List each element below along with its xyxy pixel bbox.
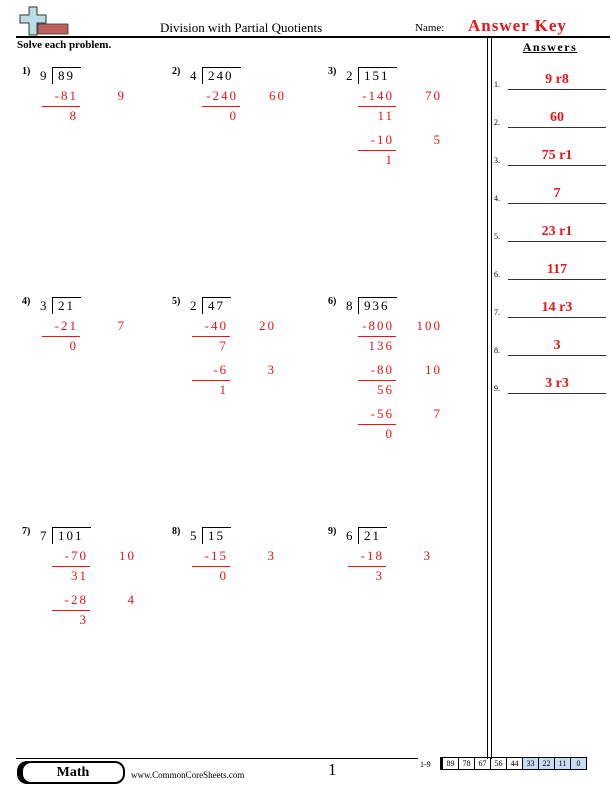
footer-divider	[16, 758, 418, 759]
partial-quotient: 3	[267, 548, 276, 563]
answer-number: 7.	[494, 308, 500, 317]
answer-number: 1.	[494, 80, 500, 89]
subtraction: -18	[360, 548, 384, 563]
answer-number: 3.	[494, 156, 500, 165]
subtraction-line	[52, 566, 90, 567]
subject-badge: Math	[21, 761, 125, 784]
divisor: 8	[346, 298, 354, 313]
subtraction-line	[192, 336, 230, 337]
subtraction: -70	[64, 548, 88, 563]
remainder: 1	[219, 382, 228, 397]
subtraction: -81	[54, 88, 78, 103]
partial-quotient: 10	[425, 362, 442, 377]
answer-value[interactable]: 60	[550, 110, 564, 125]
dividend: 21	[364, 528, 381, 543]
worksheet-title: Division with Partial Quotients	[160, 20, 323, 35]
answers-heading: Answers	[522, 40, 578, 54]
remainder: 136	[368, 338, 394, 353]
subtraction-line	[358, 106, 396, 107]
answer-row	[494, 260, 606, 282]
problem-2	[172, 66, 302, 216]
answer-value[interactable]: 9 r8	[545, 72, 569, 87]
score-cell: 33	[522, 758, 538, 769]
dividend: 89	[58, 68, 75, 83]
problem-number: 3)	[328, 66, 337, 77]
partial-quotient: 60	[269, 88, 286, 103]
answer-value[interactable]: 3 r3	[545, 376, 569, 391]
problem-number: 7)	[22, 526, 31, 537]
subtraction: -80	[370, 362, 394, 377]
problem-number: 4)	[22, 296, 31, 307]
subtraction: -28	[64, 592, 88, 607]
remainder: 0	[69, 338, 78, 353]
partial-quotient: 7	[433, 406, 442, 421]
subtraction: -56	[370, 406, 394, 421]
subtraction-line	[42, 336, 80, 337]
answer-line	[508, 165, 606, 166]
divisor: 2	[346, 68, 354, 83]
subtraction: -240	[206, 88, 238, 103]
problem-4	[22, 296, 152, 446]
dividend: 936	[364, 298, 390, 313]
partial-quotient: 3	[267, 362, 276, 377]
subtraction: -800	[362, 318, 394, 333]
partial-quotient: 20	[259, 318, 276, 333]
score-cell: 56	[490, 758, 506, 769]
score-table	[440, 757, 587, 770]
subtraction-line	[192, 566, 230, 567]
problem-number: 2)	[172, 66, 181, 77]
dividend: 21	[58, 298, 75, 313]
dividend: 47	[208, 298, 225, 313]
answer-number: 6.	[494, 270, 500, 279]
remainder: 8	[69, 108, 78, 123]
subtraction-line	[202, 106, 240, 107]
answer-line	[508, 203, 606, 204]
problem-1	[22, 66, 152, 216]
answer-line	[508, 279, 606, 280]
answer-number: 5.	[494, 232, 500, 241]
divisor: 7	[40, 528, 48, 543]
problem-number: 5)	[172, 296, 181, 307]
remainder: 56	[377, 382, 394, 397]
subtraction: -6	[213, 362, 228, 377]
name-label: Name:	[415, 22, 445, 34]
answer-row	[494, 184, 606, 206]
problem-6	[328, 296, 458, 446]
answer-number: 8.	[494, 346, 500, 355]
remainder: 7	[219, 338, 228, 353]
website-link[interactable]: www.CommonCoreSheets.com	[131, 770, 245, 780]
divisor: 3	[40, 298, 48, 313]
answer-row	[494, 108, 606, 130]
remainder: 11	[377, 108, 394, 123]
answer-row	[494, 70, 606, 92]
problem-9	[328, 526, 458, 676]
answer-number: 9.	[494, 384, 500, 393]
partial-quotient: 100	[416, 318, 442, 333]
problem-number: 8)	[172, 526, 181, 537]
answer-value[interactable]: 75 r1	[541, 148, 573, 163]
score-cell: 89	[441, 758, 458, 769]
subtraction-line	[192, 380, 230, 381]
answer-row	[494, 298, 606, 320]
subtraction-line	[52, 610, 90, 611]
instructions: Solve each problem.	[17, 39, 112, 51]
header-divider	[16, 36, 610, 38]
score-cell: 44	[506, 758, 522, 769]
remainder: 0	[219, 568, 228, 583]
remainder: 31	[71, 568, 88, 583]
score-range-label: 1-9	[420, 760, 431, 769]
answer-line	[508, 317, 606, 318]
subtraction: -10	[370, 132, 394, 147]
problem-number: 6)	[328, 296, 337, 307]
partial-quotient: 9	[117, 88, 126, 103]
remainder: 0	[385, 426, 394, 441]
answer-number: 2.	[494, 118, 500, 127]
divisor: 4	[190, 68, 198, 83]
page-number: 1	[328, 760, 337, 779]
subtraction-line	[358, 336, 396, 337]
problem-8	[172, 526, 302, 676]
dividend: 101	[58, 528, 84, 543]
answer-row	[494, 222, 606, 244]
score-cell: 78	[458, 758, 474, 769]
answer-row	[494, 336, 606, 358]
subtraction-line	[348, 566, 386, 567]
remainder: 0	[229, 108, 238, 123]
subtraction: -21	[54, 318, 78, 333]
answer-key-label: Answer Key	[468, 16, 567, 35]
score-cell: 0	[570, 758, 586, 769]
answer-value[interactable]: 14 r3	[541, 300, 573, 315]
answer-value[interactable]: 117	[546, 262, 568, 277]
remainder: 3	[375, 568, 384, 583]
partial-quotient: 10	[119, 548, 136, 563]
subtraction: -140	[362, 88, 394, 103]
partial-quotient: 5	[433, 132, 442, 147]
remainder: 1	[385, 152, 394, 167]
divisor: 9	[40, 68, 48, 83]
answer-row	[494, 146, 606, 168]
partial-quotient: 70	[425, 88, 442, 103]
partial-quotient: 7	[117, 318, 126, 333]
dividend: 151	[364, 68, 390, 83]
answer-line	[508, 89, 606, 90]
subtraction-line	[358, 380, 396, 381]
answer-line	[508, 127, 606, 128]
answer-number: 4.	[494, 194, 500, 203]
problem-5	[172, 296, 302, 446]
divisor: 6	[346, 528, 354, 543]
partial-quotient: 3	[423, 548, 432, 563]
answer-value[interactable]: 7	[553, 186, 561, 201]
remainder: 3	[79, 612, 88, 627]
answer-line	[508, 355, 606, 356]
answer-line	[508, 393, 606, 394]
dividend: 15	[208, 528, 225, 543]
partial-quotient: 4	[127, 592, 136, 607]
divisor: 2	[190, 298, 198, 313]
answer-line	[508, 241, 606, 242]
answer-value[interactable]: 23 r1	[541, 224, 573, 239]
problem-number: 1)	[22, 66, 31, 77]
problem-number: 9)	[328, 526, 337, 537]
score-cell: 67	[474, 758, 490, 769]
answer-value[interactable]: 3	[553, 338, 561, 353]
problem-3	[328, 66, 458, 216]
answer-row	[494, 374, 606, 396]
subtraction-line	[358, 424, 396, 425]
subtraction-line	[358, 150, 396, 151]
subtraction: -40	[204, 318, 228, 333]
subtraction: -15	[204, 548, 228, 563]
score-cell: 11	[554, 758, 570, 769]
problem-7	[22, 526, 152, 676]
divisor: 5	[190, 528, 198, 543]
answers-column-divider	[487, 37, 492, 759]
score-cell: 22	[538, 758, 554, 769]
plus-sign-logo-icon	[16, 4, 72, 36]
subtraction-line	[42, 106, 80, 107]
dividend: 240	[208, 68, 234, 83]
